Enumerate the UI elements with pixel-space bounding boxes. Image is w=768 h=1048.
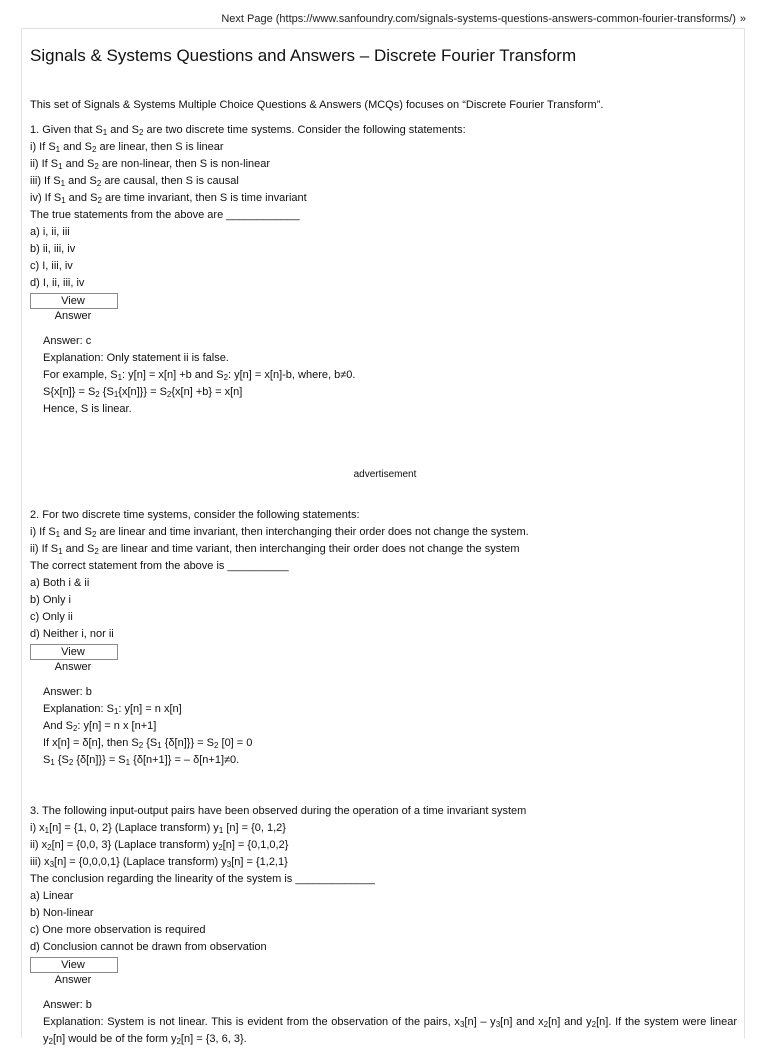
question-prompt: The conclusion regarding the linearity of the system is _____________	[30, 873, 375, 885]
explanation-line: Explanation: $S_1$: y[n] = n x[n]	[43, 703, 182, 716]
next-page-link[interactable]	[221, 11, 746, 28]
question-prompt: The correct statement from the above is __________	[30, 560, 289, 572]
option-c: c) Only ii	[30, 611, 73, 623]
answer-block	[43, 997, 740, 1048]
question-2	[30, 507, 740, 769]
view-answer-button[interactable]: View Answer	[30, 644, 118, 660]
statement: iii) If $S_1$ and $S_2$ are causal, then S is causal	[30, 175, 239, 188]
article-body	[30, 97, 740, 1048]
next-page-link-text[interactable]: Next Page (https://www.sanfoundry.com/signals-systems-questions-answers-common-fourier-transforms/)	[221, 13, 736, 25]
question-prompt: The true statements from the above are ____________	[30, 209, 300, 221]
option-d: d) Conclusion cannot be drawn from observation	[30, 941, 267, 953]
option-c: c) I, iii, iv	[30, 260, 73, 272]
view-answer-button[interactable]: View Answer	[30, 293, 118, 309]
option-c: c) One more observation is required	[30, 924, 206, 936]
answer-block	[43, 333, 740, 418]
explanation-line: If x[n] = δ[n], then $S_2$ {$S_1$ $\{\delta[n]\}\} = S_2$ [0] = 0	[43, 737, 253, 750]
answer-text: Answer: c	[43, 335, 92, 347]
statement: iv) If $S_1$ and $S_2$ are time invariant, then S is time invariant	[30, 192, 307, 205]
option-a: a) Both i & ii	[30, 577, 90, 589]
question-stem: 2. For two discrete time systems, consider the following statements:	[30, 509, 360, 521]
next-arrow-icon[interactable]: »	[739, 13, 746, 25]
option-d: d) Neither i, nor ii	[30, 628, 114, 640]
option-b: b) Non-linear	[30, 907, 94, 919]
answer-text: Answer: b	[43, 686, 92, 698]
option-b: b) Only i	[30, 594, 71, 606]
intro-text: This set of Signals & Systems Multiple Choice Questions & Answers (MCQs) focuses on “Discrete Fourier Transform”.	[30, 99, 604, 111]
io-pair: ii) $x_2[n] = \{0,0$, 3} (Laplace transform) $y_2[n] = \{0,1,0,2\}$	[30, 839, 289, 852]
question-3	[30, 803, 740, 1048]
question-1	[30, 122, 740, 418]
statement: i) If $S_1$ and $S_2$ are linear and time invariant, then interchanging their order does not change the system.	[30, 526, 529, 539]
answer-text: Answer: b	[43, 999, 92, 1011]
view-answer-button[interactable]: View Answer	[30, 957, 118, 973]
advertisement-label: advertisement	[353, 469, 417, 480]
article-card	[21, 28, 745, 1046]
page-title: Signals & Systems Questions and Answers – Discrete Fourier Transform	[30, 46, 577, 65]
explanation-line: Hence, S is linear.	[43, 403, 132, 415]
statement: i) If $S_1$ and $S_2$ are linear, then S is linear	[30, 141, 224, 154]
statement: ii) If $S_1$ and $S_2$ are linear and time variant, then interchanging their order does not change the system	[30, 543, 520, 556]
option-a: a) Linear	[30, 890, 74, 902]
question-stem: 1. Given that $S_1$ and $S_2$ are two discrete time systems. Consider the following statements:	[30, 124, 466, 137]
statement: ii) If $S_1$ and $S_2$ are non-linear, then S is non-linear	[30, 158, 271, 171]
option-b: b) ii, iii, iv	[30, 243, 76, 255]
option-a: a) i, ii, iii	[30, 226, 70, 238]
explanation-line: And $S_2$: y[n] = n x [n+1]	[43, 720, 157, 733]
explanation-line: Explanation: Only statement ii is false.	[43, 352, 229, 364]
option-d: d) I, ii, iii, iv	[30, 277, 85, 289]
explanation-line: $S_1$ {$S_2$ $\{\delta[n]\}\} = S_1$ {δ[n+1]} = – δ[n+1]≠0.	[43, 754, 240, 767]
io-pair: iii) $x_3[n] = \{0,0,0,1\}$ (Laplace transform) $y_3[n] = \{1,2,1\}$	[30, 856, 288, 869]
question-stem: 3. The following input-output pairs have been observed during the operation of a time invariant system	[30, 805, 527, 817]
io-pair: i) $x_1[n] = \{1$, 0, 2} (Laplace transform) $y_1$ [n] = {0, 1,2}	[30, 822, 286, 835]
answer-block	[43, 684, 740, 769]
explanation-text: Explanation: System is not linear. This is evident from the observation of the pairs, $x_3[n] - y_3[n]$ and $x_2[n]$ and $y_2[n]$. If the system were linear $y_2[n]$ would be of the form $y_2[n] = \{3$, 6, 3}.	[43, 1016, 737, 1046]
explanation-line: For example, $S_1$: y[n] = x[n] +b and $S_2$: y[n] = x[n]-b, where, b≠0.	[43, 369, 356, 382]
explanation-line: $S\{x[n]\} = S_2$ $\{S_1\{x[n]\}\} = S_2\{x[n] +b\} = x[n]$	[43, 386, 243, 399]
